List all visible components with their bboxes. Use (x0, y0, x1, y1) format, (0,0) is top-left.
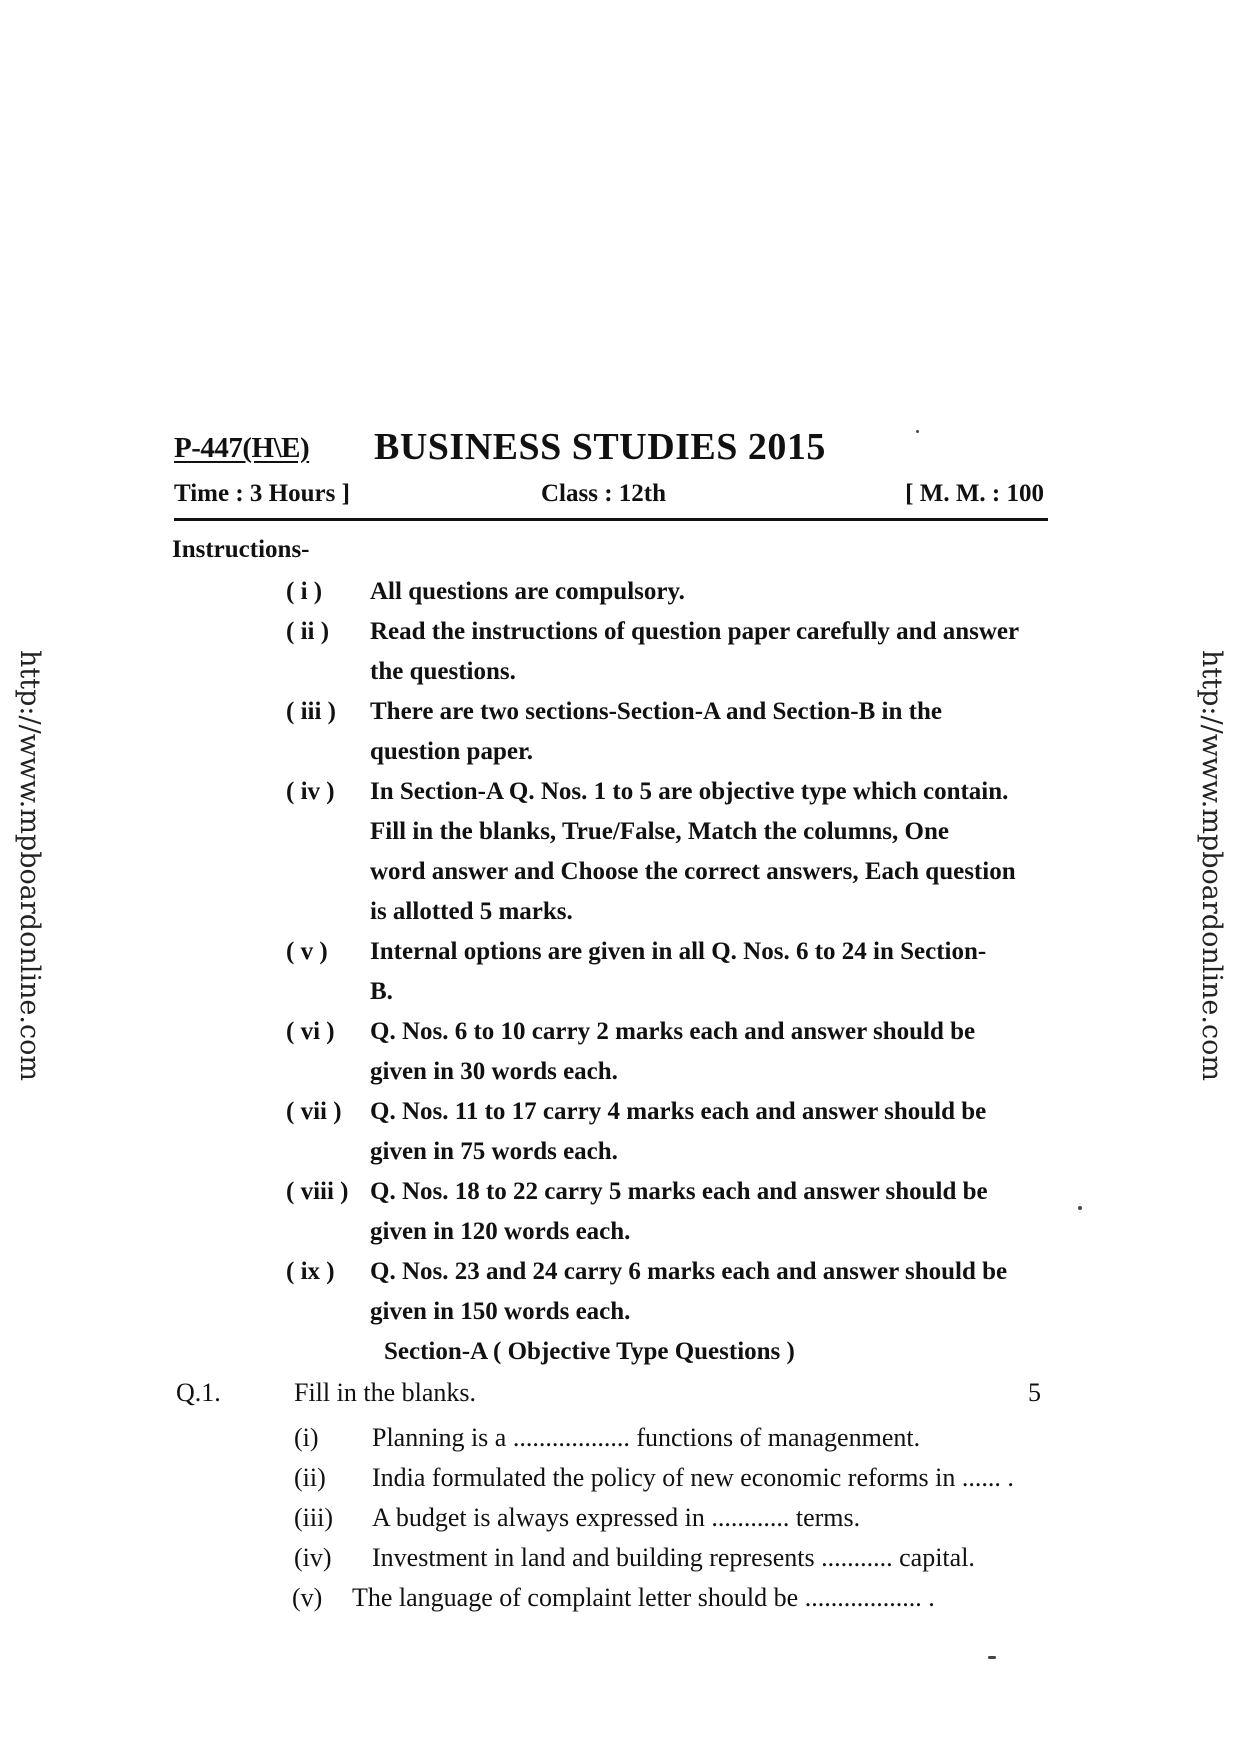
instructions-heading: Instructions- (172, 536, 310, 563)
instruction-line: word answer and Choose the correct answers, Each question (370, 858, 1016, 885)
instruction-line: Q. Nos. 23 and 24 carry 6 marks each and answer should be (370, 1258, 1008, 1285)
fill-blank-text: The language of complaint letter should be .................. . (352, 1583, 935, 1612)
paper-code: P-447(H\E) (174, 432, 310, 464)
instruction-number: ( vii ) (286, 1098, 342, 1125)
instruction-line: Q. Nos. 6 to 10 carry 2 marks each and answer should be (370, 1018, 976, 1045)
instruction-line: is allotted 5 marks. (370, 898, 573, 925)
fill-blank-text: Investment in land and building represents ........... capital. (372, 1543, 975, 1572)
watermark-right: http://www.mpboardonline.com (1196, 650, 1227, 1081)
instruction-line: In Section-A Q. Nos. 1 to 5 are objective type which contain. (370, 778, 1009, 805)
instruction-line: Q. Nos. 11 to 17 carry 4 marks each and answer should be (370, 1098, 987, 1125)
instruction-text (370, 1172, 1050, 1252)
instruction-number: ( i ) (286, 578, 323, 605)
instruction-line: the questions. (370, 658, 516, 685)
instruction-number: ( viii ) (286, 1178, 349, 1205)
scan-speck (916, 430, 919, 433)
instruction-number: ( ix ) (286, 1258, 335, 1285)
instruction-line: Fill in the blanks, True/False, Match the columns, One (370, 818, 949, 845)
instruction-number: ( iv ) (286, 778, 335, 805)
exam-meta-row (174, 478, 1048, 521)
fill-blank-number: (iv) (294, 1543, 332, 1572)
exam-max-marks: [ M. M. : 100 (905, 480, 1044, 507)
instruction-line: Read the instructions of question paper carefully and answer (370, 618, 1020, 645)
instruction-line: All questions are compulsory. (370, 578, 685, 605)
exam-time: Time : 3 Hours ] (174, 480, 350, 507)
watermark-left: http://www.mpboardonline.com (14, 650, 45, 1081)
fill-blank-text: India formulated the policy of new economic reforms in ...... . (372, 1463, 1014, 1492)
instruction-line: There are two sections-Section-A and Section-B in the (370, 698, 942, 725)
instruction-line: Q. Nos. 18 to 22 carry 5 marks each and answer should be (370, 1178, 988, 1205)
instruction-text (370, 772, 1050, 932)
instruction-text (370, 1012, 1050, 1092)
fill-blank-number: (i) (294, 1423, 319, 1452)
instruction-text (370, 612, 1050, 692)
question-marks: 5 (1028, 1378, 1041, 1407)
scan-speck (988, 1656, 996, 1659)
instruction-line: question paper. (370, 738, 534, 765)
fill-blank-number: (v) (292, 1583, 323, 1612)
instruction-line: B. (370, 978, 393, 1005)
paper-title: BUSINESS STUDIES 2015 (374, 426, 826, 468)
instruction-line: given in 120 words each. (370, 1218, 631, 1245)
instruction-line: Internal options are given in all Q. Nos. 6 to 24 in Section- (370, 938, 987, 965)
instruction-text (370, 1092, 1050, 1172)
instruction-text (370, 932, 1050, 1012)
instruction-text (370, 692, 1050, 772)
instruction-number: ( ii ) (286, 618, 330, 645)
instruction-number: ( iii ) (286, 698, 336, 725)
instruction-text (370, 572, 1050, 612)
instruction-line: given in 150 words each. (370, 1298, 631, 1325)
instruction-number: ( vi ) (286, 1018, 335, 1045)
fill-blank-number: (iii) (294, 1503, 333, 1532)
instruction-line: given in 75 words each. (370, 1138, 618, 1165)
fill-blank-text: A budget is always expressed in ............ terms. (372, 1503, 861, 1532)
section-a-heading: Section-A ( Objective Type Questions ) (384, 1338, 795, 1365)
instruction-number: ( v ) (286, 938, 328, 965)
question-text: Fill in the blanks. (294, 1378, 476, 1407)
instruction-text (370, 1252, 1050, 1332)
fill-blank-number: (ii) (294, 1463, 326, 1492)
instruction-line: given in 30 words each. (370, 1058, 618, 1085)
question-number: Q.1. (176, 1378, 221, 1407)
fill-blank-text: Planning is a .................. functions of managenment. (372, 1423, 921, 1452)
scan-speck (1078, 1206, 1082, 1210)
exam-class: Class : 12th (541, 480, 667, 507)
